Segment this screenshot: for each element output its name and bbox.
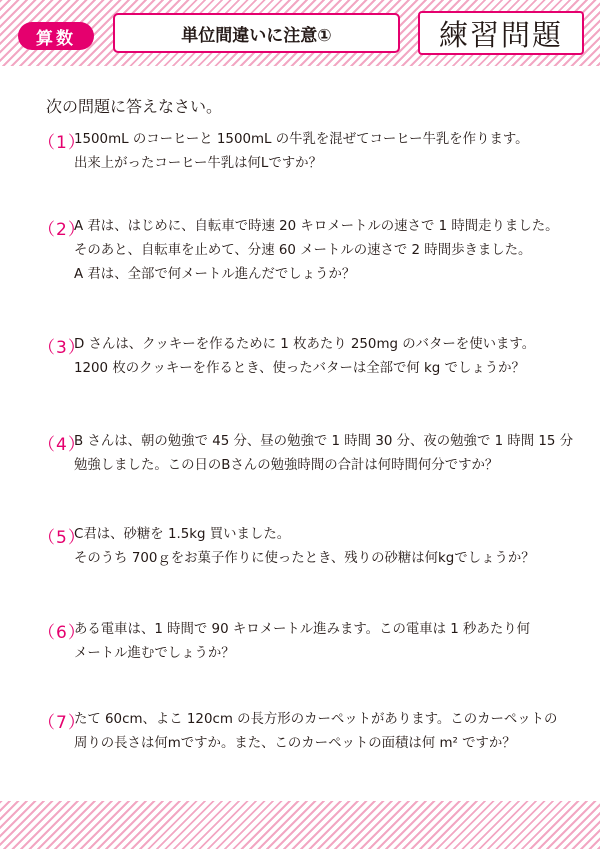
question-number: （6） (38, 623, 86, 643)
question-text-line: そのうち 700ｇをお菓子作りに使ったとき、残りの砂糖は何kgでしょうか？ (74, 551, 535, 566)
question-text-line: 勉強しました。この日のBさんの勉強時間の合計は何時間何分ですか？ (74, 458, 499, 473)
question-text-line: A 君は、はじめに、自転車で時速 20 キロメートルの速さで 1 時間走りました。 (74, 219, 559, 234)
worksheet-title: 単位間違いに注意① (113, 13, 400, 53)
question-text-line: 出来上がったコーヒー牛乳は何Lですか？ (74, 156, 322, 171)
question-text-line: 1200 枚のクッキーを作るとき、使ったバターは全部で何 kg でしょうか？ (74, 361, 525, 376)
question-number: （1） (38, 133, 86, 153)
subject-badge: 算数 (18, 22, 94, 50)
question-text-line: B さんは、朝の勉強で 45 分、昼の勉強で 1 時間 30 分、夜の勉強で 1 時間 15 分 (74, 434, 574, 449)
question-number: （3） (38, 338, 86, 358)
question-number: （5） (38, 528, 86, 548)
question-text-line: D さんは、クッキーを作るために 1 枚あたり 250mg のバターを使います。 (74, 337, 536, 352)
question-text-line: メートル進むでしょうか？ (74, 646, 235, 661)
question-number: （4） (38, 435, 86, 455)
question-text-line: ある電車は、1 時間で 90 キロメートル進みます。この電車は 1 秒あたり何 (74, 622, 531, 637)
question-text-line: たて 60cm、よこ 120cm の長方形のカーペットがあります。このカーペットの (74, 712, 558, 727)
question-text-line: A 君は、全部で何メートル進んだでしょうか？ (74, 267, 356, 282)
question-text-line: 1500mL のコーヒーと 1500mL の牛乳を混ぜてコーヒー牛乳を作ります。 (74, 132, 529, 147)
question-text-line: そのあと、自転車を止めて、分速 60 メートルの速さで 2 時間歩きました。 (74, 243, 532, 258)
footer-stripe-band (0, 801, 600, 849)
question-text-line: 周りの長さは何mですか。また、このカーペットの面積は何 m² ですか？ (74, 736, 516, 751)
practice-label: 練習問題 (418, 11, 584, 55)
question-number: （2） (38, 220, 86, 240)
question-text-line: C君は、砂糖を 1.5kg 買いました。 (74, 527, 291, 542)
instruction-text: 次の問題に答えなさい。 (46, 97, 223, 116)
question-number: （7） (38, 713, 86, 733)
